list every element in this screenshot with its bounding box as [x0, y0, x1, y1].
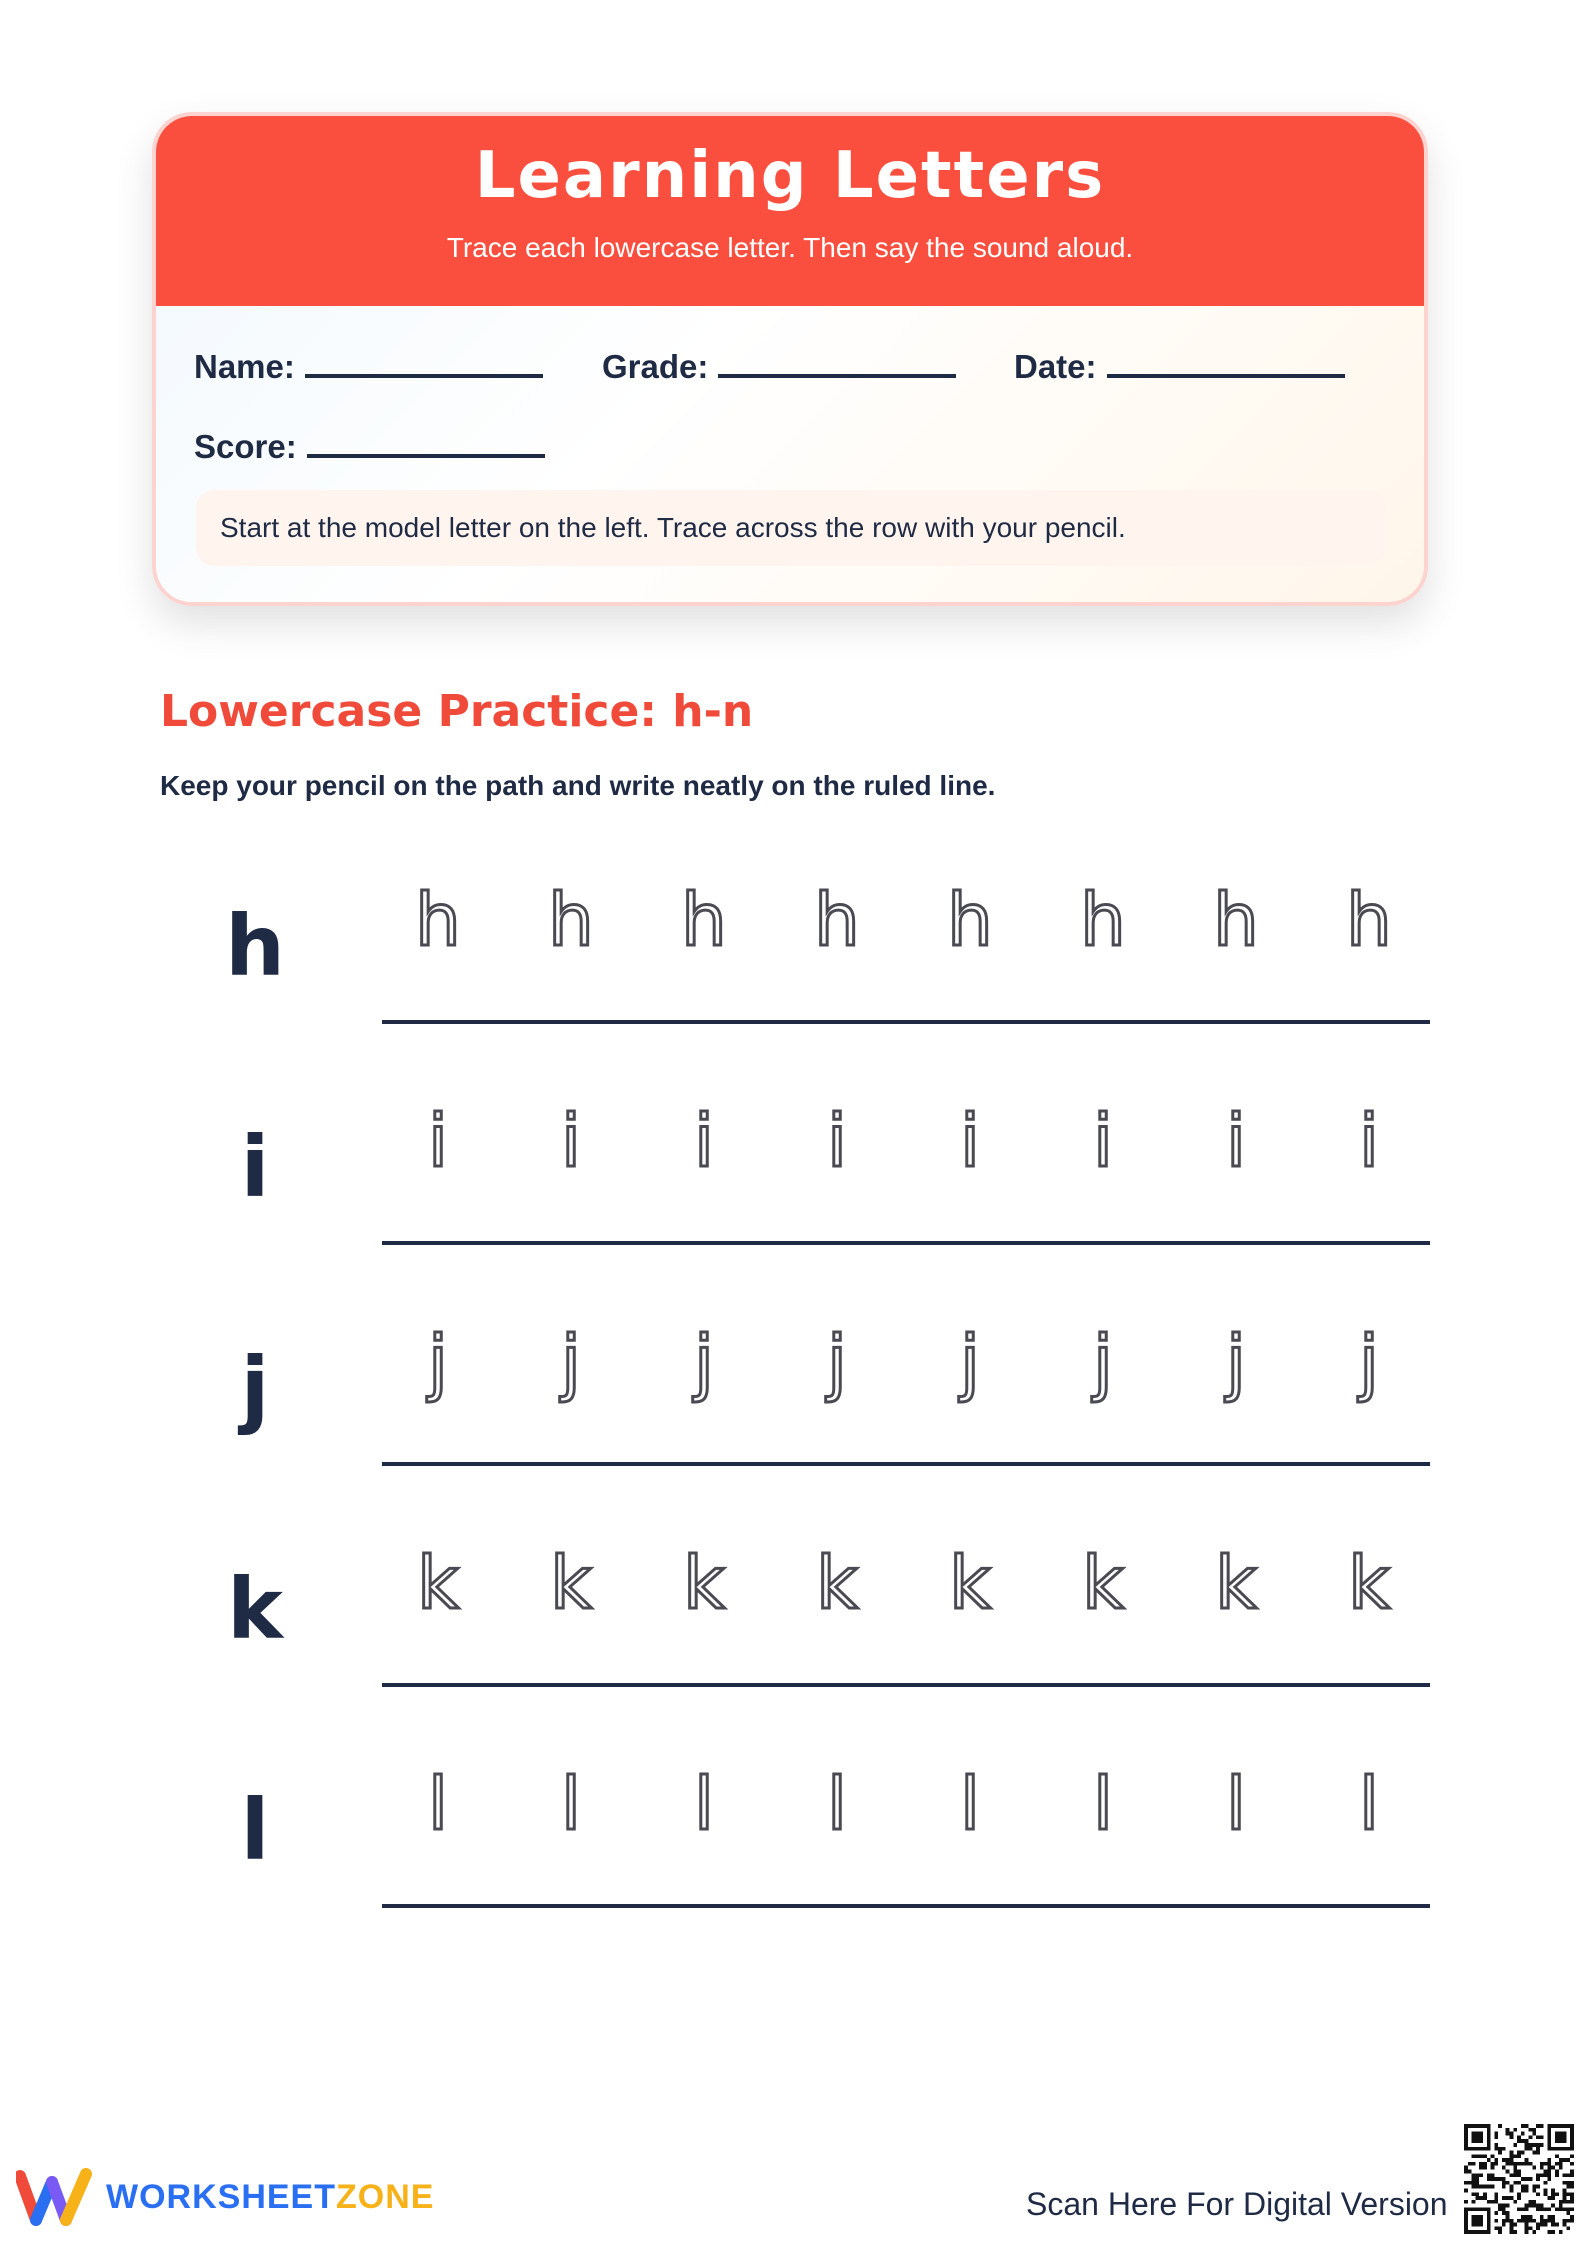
practice-row: [0, 862, 1588, 1082]
trace-letter[interactable]: j: [560, 1320, 581, 1404]
trace-letter[interactable]: l: [1092, 1762, 1113, 1846]
name-blank-line[interactable]: [305, 342, 543, 378]
worksheetzone-logo-icon: [16, 2168, 92, 2226]
trace-letter[interactable]: l: [1225, 1762, 1246, 1846]
ruled-line[interactable]: [382, 1241, 1430, 1245]
scan-text: Scan Here For Digital Version: [1026, 2186, 1448, 2222]
trace-letter[interactable]: l: [560, 1762, 581, 1846]
grade-field[interactable]: [602, 342, 956, 386]
instruction-box: [196, 490, 1386, 566]
trace-letter[interactable]: l: [959, 1762, 980, 1846]
qr-code-icon[interactable]: [1464, 2124, 1574, 2234]
trace-letter[interactable]: k: [816, 1541, 858, 1625]
trace-letter[interactable]: i: [427, 1099, 448, 1183]
trace-letter[interactable]: h: [947, 878, 993, 962]
trace-letter[interactable]: i: [1225, 1099, 1246, 1183]
grade-blank-line[interactable]: [718, 342, 956, 378]
trace-letter[interactable]: h: [548, 878, 594, 962]
section-subtitle: Keep your pencil on the path and write neatly on the ruled line.: [160, 770, 996, 801]
trace-letter[interactable]: l: [427, 1762, 448, 1846]
practice-row: [0, 1525, 1588, 1745]
ruled-line[interactable]: [382, 1020, 1430, 1024]
trace-letter[interactable]: h: [681, 878, 727, 962]
trace-letter[interactable]: j: [427, 1320, 448, 1404]
ruled-line[interactable]: [382, 1462, 1430, 1466]
ruled-line[interactable]: [382, 1683, 1430, 1687]
model-letter: i: [240, 1118, 270, 1216]
date-field[interactable]: [1014, 342, 1345, 386]
score-field[interactable]: [194, 422, 545, 466]
trace-letter[interactable]: h: [415, 878, 461, 962]
section-title: Lowercase Practice: h-n: [160, 686, 754, 737]
practice-row: [0, 1083, 1588, 1303]
model-letter: j: [240, 1339, 270, 1437]
trace-letter[interactable]: h: [1213, 878, 1259, 962]
trace-letter[interactable]: k: [1348, 1541, 1390, 1625]
instruction-text: Start at the model letter on the left. Trace across the row with your pencil.: [220, 512, 1126, 543]
trace-letter[interactable]: i: [1092, 1099, 1113, 1183]
trace-letter[interactable]: k: [417, 1541, 459, 1625]
brand-name[interactable]: [106, 2178, 434, 2217]
trace-letter[interactable]: l: [1358, 1762, 1379, 1846]
trace-letter[interactable]: k: [683, 1541, 725, 1625]
trace-letter[interactable]: h: [1346, 878, 1392, 962]
trace-letter[interactable]: i: [959, 1099, 980, 1183]
name-field[interactable]: [194, 342, 543, 386]
model-letter: h: [225, 897, 285, 995]
date-blank-line[interactable]: [1107, 342, 1345, 378]
trace-letter[interactable]: j: [693, 1320, 714, 1404]
trace-letter[interactable]: l: [826, 1762, 847, 1846]
trace-letter[interactable]: i: [560, 1099, 581, 1183]
trace-letter[interactable]: i: [1358, 1099, 1379, 1183]
trace-letter[interactable]: j: [1092, 1320, 1113, 1404]
worksheet-subtitle: Trace each lowercase letter. Then say the sound aloud.: [446, 232, 1134, 263]
trace-letter[interactable]: h: [814, 878, 860, 962]
trace-letter[interactable]: k: [1215, 1541, 1257, 1625]
practice-row: [0, 1304, 1588, 1524]
trace-letter[interactable]: h: [1080, 878, 1126, 962]
brand-name-part2: ZONE: [336, 2178, 435, 2216]
trace-letter[interactable]: j: [1225, 1320, 1246, 1404]
trace-letter[interactable]: i: [826, 1099, 847, 1183]
trace-letter[interactable]: j: [826, 1320, 847, 1404]
trace-letter[interactable]: k: [550, 1541, 592, 1625]
model-letter: l: [240, 1781, 270, 1879]
header-banner: [156, 116, 1424, 306]
name-label: Name:: [194, 348, 295, 385]
worksheet-header-card: [152, 112, 1428, 606]
grade-label: Grade:: [602, 348, 709, 385]
date-label: Date:: [1014, 348, 1097, 385]
worksheet-title: Learning Letters: [474, 139, 1106, 213]
trace-letter[interactable]: j: [959, 1320, 980, 1404]
practice-row: [0, 1746, 1588, 1966]
trace-letter[interactable]: l: [693, 1762, 714, 1846]
trace-letter[interactable]: k: [949, 1541, 991, 1625]
model-letter: k: [227, 1560, 283, 1658]
trace-letter[interactable]: i: [693, 1099, 714, 1183]
trace-letter[interactable]: k: [1082, 1541, 1124, 1625]
trace-letter[interactable]: j: [1358, 1320, 1379, 1404]
score-blank-line[interactable]: [307, 422, 545, 458]
brand-name-part1: WORKSHEET: [106, 2178, 336, 2216]
ruled-line[interactable]: [382, 1904, 1430, 1908]
score-label: Score:: [194, 428, 297, 465]
